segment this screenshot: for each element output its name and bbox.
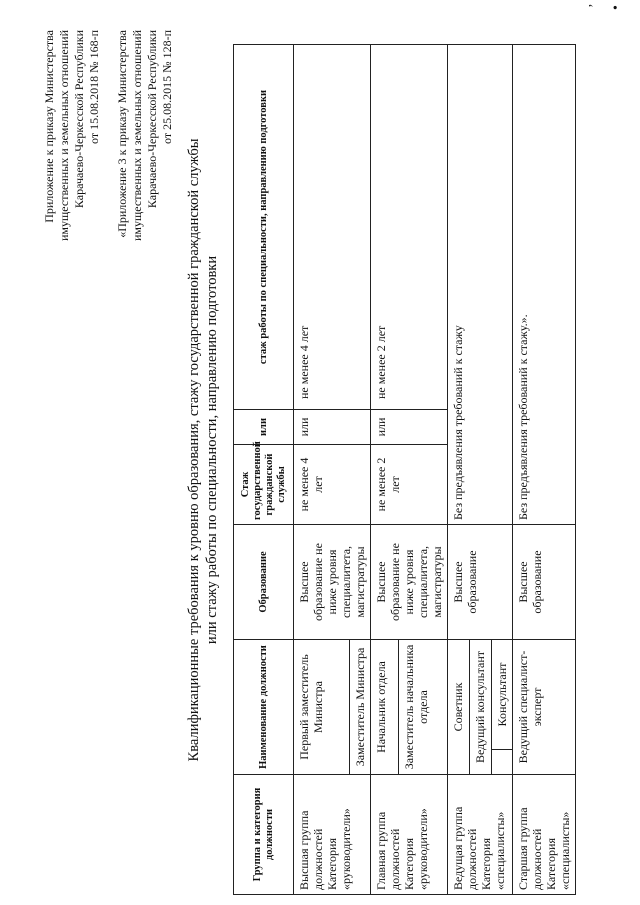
work-cell: не менее 4 лет: [294, 45, 371, 410]
column-header-service: Стаж государственной гражданской службы: [234, 445, 294, 525]
header-line: Карачаево-Черкесской Республики: [145, 30, 159, 209]
requirements-table: [233, 44, 576, 895]
order-header: [42, 30, 175, 330]
scan-mark: •: [609, 5, 624, 10]
group-cell: Высшая группа должностей Категория «руководители»: [294, 775, 371, 895]
education-cell: Высшее образование: [513, 525, 576, 640]
position-cell: Начальник отдела: [371, 640, 399, 775]
header-line: от 25.08.2015 № 128-п: [160, 30, 174, 144]
column-header-work: стаж работы по специальности, направлению подготовки: [234, 45, 294, 410]
header-line: «Приложение 3 к приказу Министерства: [115, 30, 129, 238]
requirement-cell: Без предъявления требований к стажу: [448, 45, 513, 525]
column-header-position: Наименование должности: [234, 640, 294, 775]
requirement-cell: Без предъявления требований к стажу.».: [513, 45, 576, 525]
or-cell: или: [294, 410, 371, 445]
work-cell: не менее 2 лет: [371, 45, 448, 410]
position-cell: Ведущий специалист-эксперт: [513, 640, 576, 775]
position-cell: Ведущий консультант: [470, 640, 492, 775]
header-line: Карачаево-Черкесской Республики: [72, 30, 86, 209]
column-header-or: или: [234, 410, 294, 445]
education-cell: Высшее образование: [448, 525, 513, 640]
table-row: [448, 45, 470, 895]
table-row: [513, 45, 576, 895]
column-header-group: Группа и категория должности: [234, 775, 294, 895]
position-cell: Первый заместитель Министра: [294, 640, 350, 775]
spacer-cell: [492, 750, 513, 775]
header-line: Приложение к приказу Министерства: [42, 30, 56, 223]
group-cell: Ведущая группа должностей Категория «специалисты»: [448, 775, 513, 895]
title-line: Квалификационные требования к уровню образования, стажу государственной гражданской службы: [186, 138, 202, 762]
column-header-education: Образование: [234, 525, 294, 640]
position-cell: Советник: [448, 640, 470, 775]
group-cell: Старшая группа должностей Категория «специалисты»: [513, 775, 576, 895]
education-cell: Высшее образование не ниже уровня специалитета, магистратуры: [371, 525, 448, 640]
position-cell: Заместитель Министра: [349, 640, 370, 775]
service-cell: не менее 2 лет: [371, 445, 448, 525]
service-cell: не менее 4 лет: [294, 445, 371, 525]
header-line: имущественных и земельных отношений: [57, 30, 71, 241]
group-cell: Главная группа должностей Категория «руководители»: [371, 775, 448, 895]
header-line: от 15.08.2018 № 168-п: [87, 30, 101, 144]
document-title: [185, 70, 221, 830]
position-cell: Консультант: [492, 640, 513, 750]
education-cell: Высшее образование не ниже уровня специалитета, магистратуры: [294, 525, 371, 640]
position-cell: Заместитель начальника отдела: [398, 640, 448, 775]
table-header-row: [234, 45, 294, 895]
table-row: [294, 45, 350, 895]
scan-mark: ʼ: [587, 3, 602, 8]
or-cell: или: [371, 410, 448, 445]
title-line: или стажу работы по специальности, направлению подготовки: [204, 255, 220, 645]
header-line: имущественных и земельных отношений: [130, 30, 144, 241]
table-row: [371, 45, 399, 895]
